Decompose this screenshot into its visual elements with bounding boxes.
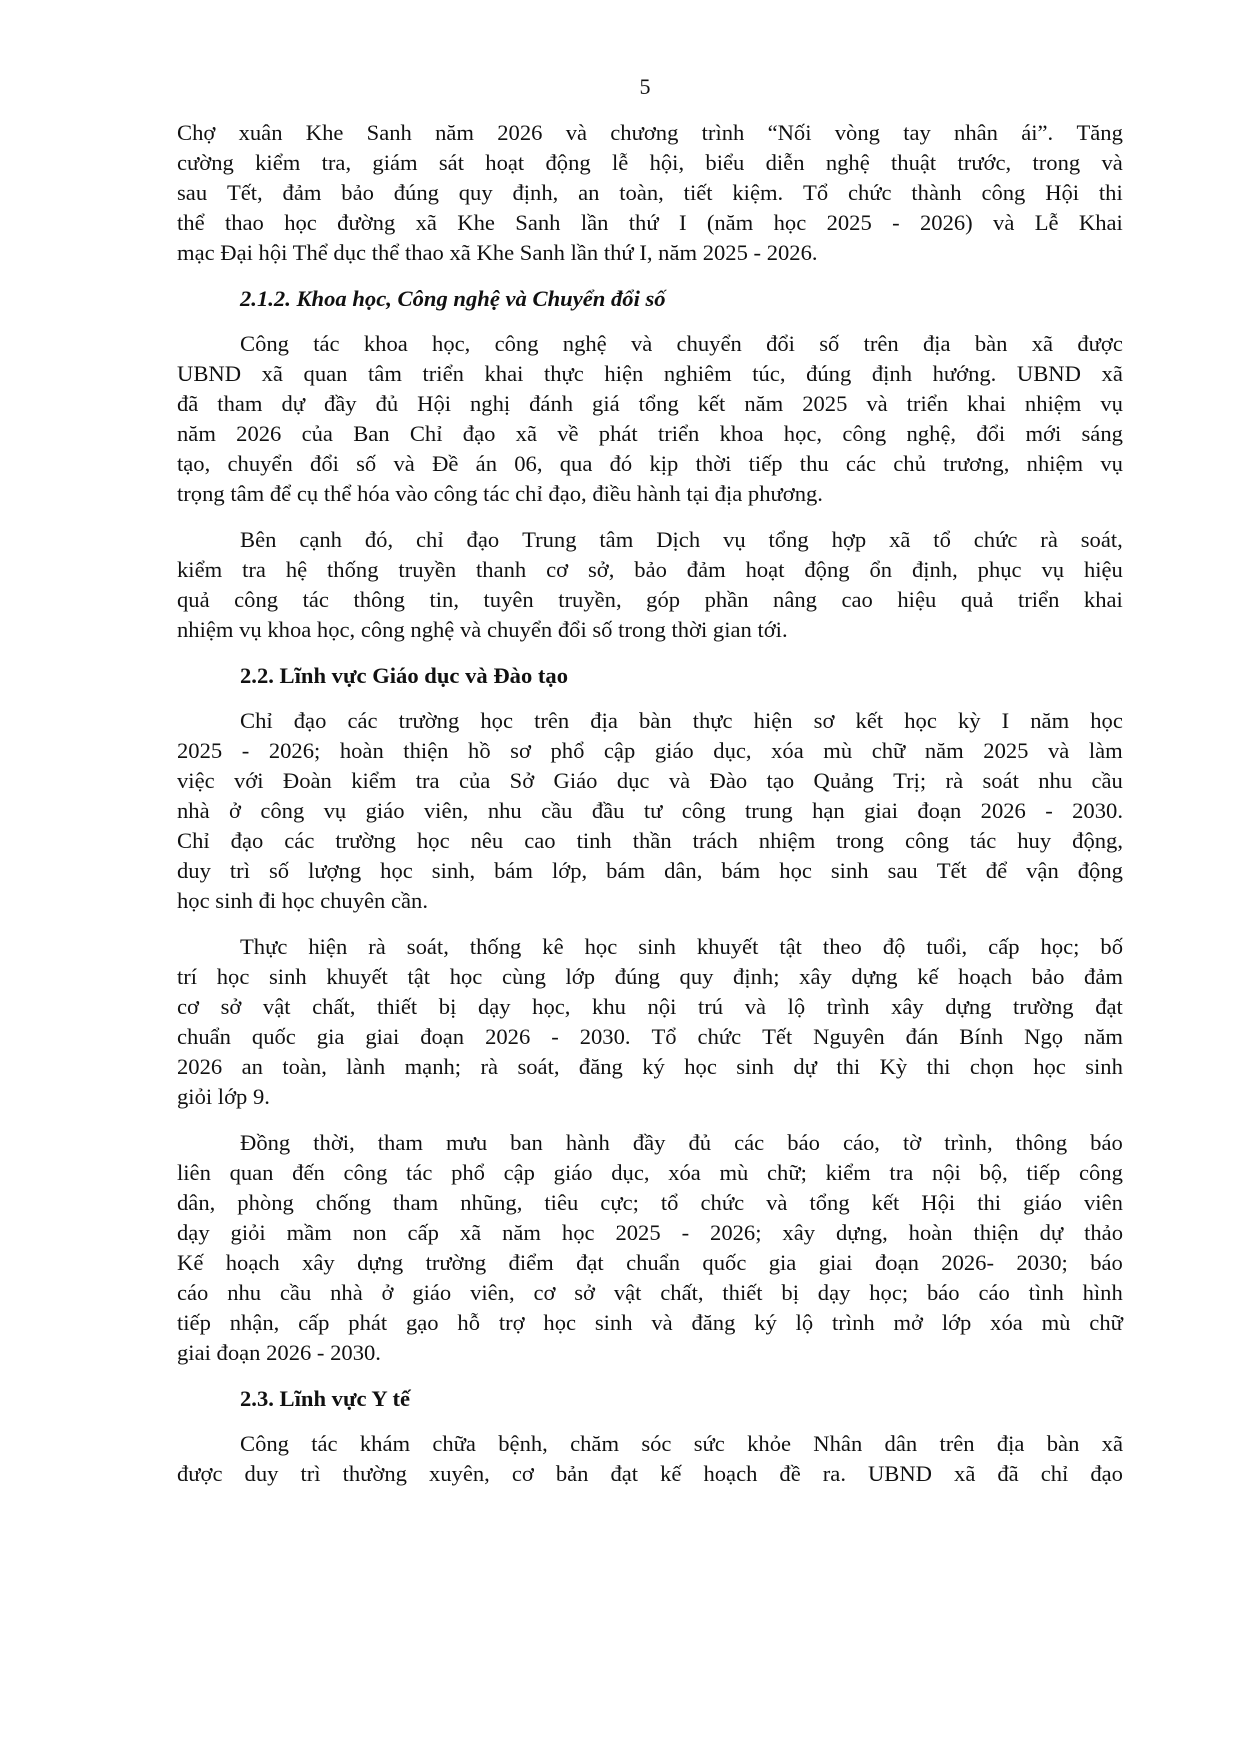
text-line: đã tham dự đầy đủ Hội nghị đánh giá tổng kết năm 2025 và triển khai nhiệm vụ [177, 391, 1123, 416]
text-line: cáo nhu cầu nhà ở giáo viên, cơ sở vật chất, thiết bị dạy học; báo cáo tình hình [177, 1280, 1123, 1305]
text-line: Đồng thời, tham mưu ban hành đầy đủ các báo cáo, tờ trình, thông báo [240, 1130, 1123, 1155]
text-line: học sinh đi học chuyên cần. [177, 888, 428, 913]
text-line: nhiệm vụ khoa học, công nghệ và chuyển đổi số trong thời gian tới. [177, 617, 788, 642]
section-heading: 2.1.2. Khoa học, Công nghệ và Chuyển đổi số [240, 286, 666, 311]
text-line: cơ sở vật chất, thiết bị dạy học, khu nội trú và lộ trình xây dựng trường đạt [177, 994, 1123, 1019]
text-line: dân, phòng chống tham nhũng, tiêu cực; tổ chức và tổng kết Hội thi giáo viên [177, 1190, 1123, 1215]
document-body [177, 118, 1123, 1505]
section-heading: 2.2. Lĩnh vực Giáo dục và Đào tạo [240, 663, 569, 688]
text-line: Công tác khoa học, công nghệ và chuyển đổi số trên địa bàn xã được [240, 331, 1123, 356]
text-line: Thực hiện rà soát, thống kê học sinh khuyết tật theo độ tuổi, cấp học; bố [240, 934, 1123, 959]
text-line: duy trì số lượng học sinh, bám lớp, bám dân, bám học sinh sau Tết để vận động [177, 858, 1123, 883]
paragraph [177, 1128, 1123, 1368]
text-line: nhà ở công vụ giáo viên, nhu cầu đầu tư công trung hạn giai đoạn 2026 - 2030. [177, 798, 1123, 823]
paragraph [177, 706, 1123, 916]
text-line: dạy giỏi mầm non cấp xã năm học 2025 - 2026; xây dựng, hoàn thiện dự thảo [177, 1220, 1123, 1245]
text-line: năm 2026 của Ban Chỉ đạo xã về phát triển khoa học, công nghệ, đổi mới sáng [177, 421, 1123, 446]
text-line: chuẩn quốc gia giai đoạn 2026 - 2030. Tổ chức Tết Nguyên đán Bính Ngọ năm [177, 1024, 1123, 1049]
page-number: 5 [639, 74, 651, 99]
text-line: được duy trì thường xuyên, cơ bản đạt kế hoạch đề ra. UBND xã đã chỉ đạo [177, 1461, 1123, 1486]
text-line: cường kiểm tra, giám sát hoạt động lễ hội, biểu diễn nghệ thuật trước, trong và [177, 150, 1123, 175]
text-line: trọng tâm để cụ thể hóa vào công tác chỉ đạo, điều hành tại địa phương. [177, 481, 823, 506]
paragraph [177, 329, 1123, 509]
text-line: Kế hoạch xây dựng trường điểm đạt chuẩn quốc gia giai đoạn 2026- 2030; báo [177, 1250, 1123, 1275]
text-line: thể thao học đường xã Khe Sanh lần thứ I (năm học 2025 - 2026) và Lễ Khai [177, 210, 1123, 235]
text-line: Chỉ đạo các trường học nêu cao tinh thần trách nhiệm trong công tác huy động, [177, 828, 1123, 853]
paragraph [177, 525, 1123, 645]
text-line: 2026 an toàn, lành mạnh; rà soát, đăng ký học sinh dự thi Kỳ thi chọn học sinh [177, 1054, 1123, 1079]
text-line: tiếp nhận, cấp phát gạo hỗ trợ học sinh và đăng ký lộ trình mở lớp xóa mù chữ [177, 1310, 1123, 1335]
text-line: quả công tác thông tin, tuyên truyền, góp phần nâng cao hiệu quả triển khai [177, 587, 1123, 612]
text-line: UBND xã quan tâm triển khai thực hiện nghiêm túc, đúng định hướng. UBND xã [177, 361, 1123, 386]
text-line: Chỉ đạo các trường học trên địa bàn thực hiện sơ kết học kỳ I năm học [240, 708, 1123, 733]
text-line: sau Tết, đảm bảo đúng quy định, an toàn, tiết kiệm. Tổ chức thành công Hội thi [177, 180, 1123, 205]
paragraph [177, 1429, 1123, 1489]
text-line: việc với Đoàn kiểm tra của Sở Giáo dục và Đào tạo Quảng Trị; rà soát nhu cầu [177, 768, 1123, 793]
text-line: Công tác khám chữa bệnh, chăm sóc sức khỏe Nhân dân trên địa bàn xã [240, 1431, 1123, 1456]
paragraph [177, 118, 1123, 268]
text-line: tạo, chuyển đổi số và Đề án 06, qua đó kịp thời tiếp thu các chủ trương, nhiệm vụ [177, 451, 1123, 476]
text-line: giai đoạn 2026 - 2030. [177, 1340, 381, 1365]
text-line: kiểm tra hệ thống truyền thanh cơ sở, bảo đảm hoạt động ổn định, phục vụ hiệu [177, 557, 1123, 582]
text-line: Bên cạnh đó, chỉ đạo Trung tâm Dịch vụ tổng hợp xã tổ chức rà soát, [240, 527, 1123, 552]
text-line: mạc Đại hội Thể dục thể thao xã Khe Sanh lần thứ I, năm 2025 - 2026. [177, 240, 818, 265]
text-line: trí học sinh khuyết tật học cùng lớp đúng quy định; xây dựng kế hoạch bảo đảm [177, 964, 1123, 989]
text-line: Chợ xuân Khe Sanh năm 2026 và chương trình “Nối vòng tay nhân ái”. Tăng [177, 120, 1123, 145]
paragraph [177, 932, 1123, 1112]
text-line: giỏi lớp 9. [177, 1084, 270, 1109]
section-heading: 2.3. Lĩnh vực Y tế [240, 1386, 411, 1411]
text-line: 2025 - 2026; hoàn thiện hồ sơ phổ cập giáo dục, xóa mù chữ năm 2025 và làm [177, 738, 1123, 763]
text-line: liên quan đến công tác phổ cập giáo dục, xóa mù chữ; kiểm tra nội bộ, tiếp công [177, 1160, 1123, 1185]
